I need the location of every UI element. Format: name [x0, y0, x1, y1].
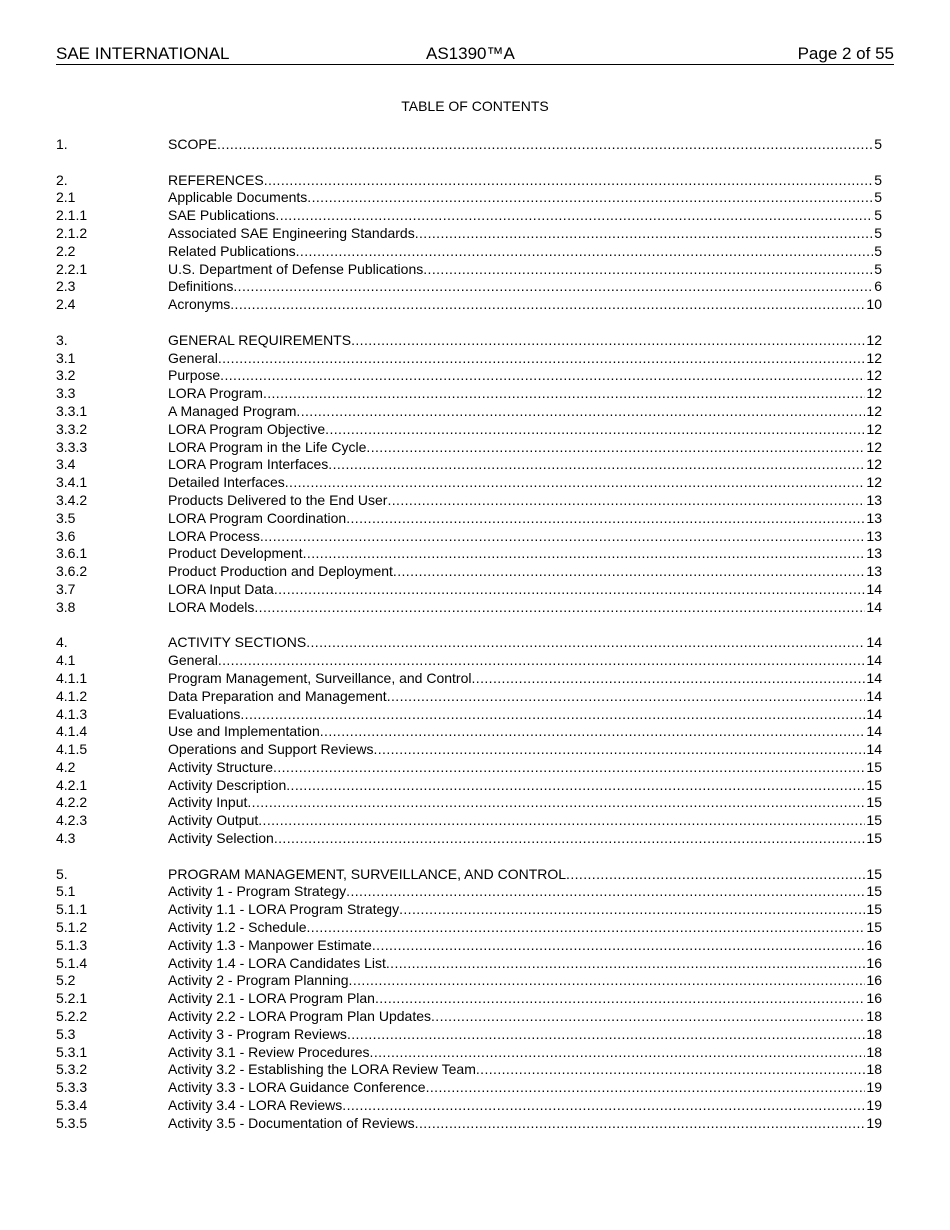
toc-entry[interactable]: [56, 937, 882, 955]
toc-entry-page: 13: [866, 491, 882, 508]
toc-entry-number: 3.3.3: [56, 438, 88, 455]
toc-entry-number: 4.2.1: [56, 776, 88, 793]
toc-section-group: [56, 136, 882, 154]
toc-entry-page: 15: [866, 776, 882, 793]
toc-entry-number: 3.6.1: [56, 545, 88, 562]
toc-entry[interactable]: [56, 403, 882, 421]
toc-entry-number: 4.1.2: [56, 687, 88, 704]
toc-entry[interactable]: [56, 670, 882, 688]
dot-leader: [220, 367, 865, 385]
dot-leader: [296, 243, 874, 261]
toc-entry-number: 2.4: [56, 296, 76, 313]
toc-entry-page: 12: [866, 385, 882, 402]
toc-entry-number: 5.3.5: [56, 1114, 88, 1131]
dot-leader: [218, 652, 866, 670]
toc-entry-page: 16: [866, 990, 882, 1007]
toc-entry[interactable]: [56, 474, 882, 492]
dot-leader: [254, 599, 865, 617]
toc-entry-title: SCOPE: [168, 136, 218, 152]
dot-leader: [258, 812, 865, 830]
toc-entry-title: Definitions: [168, 278, 234, 295]
toc-entry-title: Related Publications: [168, 242, 296, 259]
dot-leader: [240, 706, 865, 724]
toc-entry-title: REFERENCES: [168, 171, 264, 188]
toc-entry-number: 3.8: [56, 598, 76, 615]
dot-leader: [349, 972, 866, 990]
toc-entry-number: 5.2: [56, 972, 76, 989]
dot-leader: [307, 919, 866, 937]
toc-entry-number: 4.3: [56, 830, 76, 847]
toc-entry-title: Activity 3 - Program Reviews: [168, 1025, 347, 1042]
toc-entry[interactable]: [56, 759, 882, 777]
dot-leader: [347, 1026, 865, 1044]
dot-leader: [230, 296, 865, 314]
toc-entry[interactable]: [56, 652, 882, 670]
toc-entry[interactable]: [56, 439, 882, 457]
toc-entry-number: 3.3.2: [56, 420, 88, 437]
toc-entry[interactable]: [56, 492, 882, 510]
toc-entry-page: 5: [874, 260, 882, 277]
toc-entry-page: 13: [866, 563, 882, 580]
header-page-number: Page 2 of 55: [797, 44, 894, 63]
toc-entry-page: 13: [866, 527, 882, 544]
dot-leader: [217, 136, 873, 154]
toc-entry-page: 13: [866, 545, 882, 562]
toc-entry-page: 18: [866, 1008, 882, 1025]
toc-entry-number: 5.3.4: [56, 1097, 88, 1114]
toc-entry[interactable]: [56, 688, 882, 706]
toc-entry-page: 5: [874, 242, 882, 259]
toc-title: TABLE OF CONTENTS: [401, 98, 549, 114]
dot-leader: [375, 990, 865, 1008]
toc-entry-page: 15: [866, 865, 882, 882]
toc-entry-title: Data Preparation and Management: [168, 687, 387, 704]
toc-entry-number: 4.1.1: [56, 669, 88, 686]
toc-entry-title: Activity 2.1 - LORA Program Plan: [168, 990, 375, 1007]
toc-entry[interactable]: [56, 243, 882, 261]
toc-entry-title: Activity Structure: [168, 758, 274, 775]
toc-entry-number: 2.1: [56, 189, 76, 206]
dot-leader: [328, 456, 865, 474]
toc-entry-page: 5: [874, 171, 882, 188]
toc-entry[interactable]: [56, 545, 882, 563]
toc-entry-page: 15: [866, 919, 882, 936]
toc-entry-title: LORA Program in the Life Cycle: [168, 438, 367, 455]
toc-entry-page: 12: [866, 402, 882, 419]
dot-leader: [342, 1097, 865, 1115]
toc-entry-number: 5.3.2: [56, 1061, 88, 1078]
table-of-contents: [56, 136, 882, 1150]
toc-entry[interactable]: [56, 706, 882, 724]
toc-entry-number: 3.6: [56, 527, 76, 544]
toc-entry[interactable]: [56, 955, 882, 973]
toc-entry-title: LORA Input Data: [168, 580, 274, 597]
toc-entry[interactable]: [56, 296, 882, 314]
toc-entry-title: Detailed Interfaces: [168, 474, 285, 491]
toc-entry[interactable]: [56, 528, 882, 546]
toc-entry-page: 12: [866, 438, 882, 455]
dot-leader: [346, 883, 865, 901]
toc-entry[interactable]: [56, 189, 882, 207]
toc-entry-number: 2.: [56, 171, 68, 188]
toc-entry-title: ACTIVITY SECTIONS: [168, 634, 307, 651]
toc-entry-title: Product Development: [168, 545, 303, 562]
toc-entry[interactable]: [56, 1097, 882, 1115]
toc-entry-number: 5.2.1: [56, 990, 88, 1007]
header-organization: SAE INTERNATIONAL: [56, 44, 230, 63]
toc-entry-title: Activity 1.4 - LORA Candidates List: [168, 954, 386, 971]
toc-section-group: [56, 634, 882, 848]
toc-entry[interactable]: [56, 812, 882, 830]
toc-entry-number: 1.: [56, 136, 68, 152]
toc-entry-page: 18: [866, 1061, 882, 1078]
toc-entry-number: 3.: [56, 331, 68, 348]
toc-entry-number: 5.1.1: [56, 901, 88, 918]
toc-entry-number: 4.2.3: [56, 812, 88, 829]
toc-entry[interactable]: [56, 581, 882, 599]
toc-entry[interactable]: [56, 634, 882, 652]
dot-leader: [372, 937, 866, 955]
toc-entry-page: 15: [866, 901, 882, 918]
dot-leader: [274, 830, 866, 848]
dot-leader: [426, 1079, 866, 1097]
toc-entry-page: 5: [874, 136, 882, 152]
toc-entry[interactable]: [56, 972, 882, 990]
toc-entry[interactable]: [56, 261, 882, 279]
toc-entry-number: 2.1.1: [56, 207, 88, 224]
toc-entry-number: 5.: [56, 865, 68, 882]
toc-entry-page: 14: [866, 723, 882, 740]
toc-entry-number: 3.4.1: [56, 474, 88, 491]
toc-entry-number: 3.7: [56, 580, 76, 597]
toc-entry-title: Activity 3.1 - Review Procedures: [168, 1043, 370, 1060]
toc-entry-page: 14: [866, 687, 882, 704]
toc-entry[interactable]: [56, 172, 882, 190]
dot-leader: [307, 189, 873, 207]
toc-entry-title: Activity 2.2 - LORA Program Plan Updates: [168, 1008, 431, 1025]
dot-leader: [296, 403, 865, 421]
toc-entry-page: 16: [866, 972, 882, 989]
toc-entry-number: 5.3: [56, 1025, 76, 1042]
dot-leader: [346, 510, 865, 528]
dot-leader: [351, 332, 865, 350]
toc-entry-number: 2.2: [56, 242, 76, 259]
header-document-id: AS1390™A: [426, 44, 515, 63]
toc-entry-number: 5.1.3: [56, 936, 88, 953]
toc-entry-title: Evaluations: [168, 705, 241, 722]
toc-entry-number: 3.3.1: [56, 402, 88, 419]
toc-entry[interactable]: [56, 278, 882, 296]
dot-leader: [387, 492, 865, 510]
dot-leader: [320, 723, 866, 741]
toc-entry-page: 16: [866, 954, 882, 971]
toc-entry-page: 14: [866, 741, 882, 758]
toc-entry-page: 18: [866, 1043, 882, 1060]
toc-entry-page: 15: [866, 883, 882, 900]
toc-entry[interactable]: [56, 1044, 882, 1062]
toc-entry-page: 15: [866, 794, 882, 811]
toc-entry-title: Activity 1.3 - Manpower Estimate: [168, 936, 372, 953]
dot-leader: [387, 688, 866, 706]
toc-entry-title: LORA Program Coordination: [168, 509, 347, 526]
toc-entry[interactable]: [56, 919, 882, 937]
toc-entry-page: 12: [866, 331, 882, 348]
toc-entry-title: General: [168, 652, 218, 669]
toc-entry-page: 14: [866, 652, 882, 669]
toc-section-group: [56, 172, 882, 314]
toc-entry-number: 3.6.2: [56, 563, 88, 580]
toc-entry[interactable]: [56, 723, 882, 741]
dot-leader: [218, 350, 866, 368]
dot-leader: [566, 866, 865, 884]
toc-entry-page: 14: [866, 634, 882, 651]
toc-entry[interactable]: [56, 456, 882, 474]
toc-entry-title: Activity 3.2 - Establishing the LORA Review Team: [168, 1061, 476, 1078]
dot-leader: [285, 474, 866, 492]
toc-entry-title: Acronyms: [168, 296, 231, 313]
toc-entry-page: 16: [866, 936, 882, 953]
toc-entry-number: 4.: [56, 634, 68, 651]
toc-entry-page: 5: [874, 207, 882, 224]
dot-leader: [274, 581, 866, 599]
toc-entry[interactable]: [56, 207, 882, 225]
toc-entry-title: General: [168, 349, 218, 366]
toc-entry-title: A Managed Program: [168, 402, 297, 419]
dot-leader: [399, 901, 865, 919]
toc-entry-title: PROGRAM MANAGEMENT, SURVEILLANCE, AND CONTROL: [168, 865, 567, 882]
toc-entry-page: 19: [866, 1097, 882, 1114]
toc-entry-page: 5: [874, 189, 882, 206]
toc-entry-number: 2.1.2: [56, 224, 88, 241]
toc-entry-title: Operations and Support Reviews: [168, 741, 374, 758]
toc-entry-page: 15: [866, 830, 882, 847]
dot-leader: [273, 759, 865, 777]
toc-entry-number: 4.2: [56, 758, 76, 775]
dot-leader: [275, 207, 873, 225]
toc-entry-page: 18: [866, 1025, 882, 1042]
toc-entry-number: 4.2.2: [56, 794, 88, 811]
toc-entry-number: 3.3: [56, 385, 76, 402]
dot-leader: [325, 421, 865, 439]
toc-entry-number: 3.1: [56, 349, 76, 366]
toc-entry-page: 14: [866, 705, 882, 722]
toc-entry-number: 4.1.5: [56, 741, 88, 758]
toc-entry[interactable]: [56, 901, 882, 919]
toc-entry-title: LORA Program: [168, 385, 263, 402]
dot-leader: [263, 385, 865, 403]
toc-entry[interactable]: [56, 990, 882, 1008]
toc-entry-page: 12: [866, 349, 882, 366]
toc-entry[interactable]: [56, 830, 882, 848]
toc-entry-title: Activity 1.2 - Schedule: [168, 919, 307, 936]
toc-entry-title: Activity 3.5 - Documentation of Reviews: [168, 1114, 415, 1131]
toc-entry[interactable]: [56, 350, 882, 368]
toc-entry-page: 12: [866, 367, 882, 384]
toc-entry-title: Activity Output: [168, 812, 259, 829]
toc-entry[interactable]: [56, 1079, 882, 1097]
toc-entry-title: Products Delivered to the End User: [168, 491, 388, 508]
toc-entry-number: 5.1.4: [56, 954, 88, 971]
toc-entry-title: GENERAL REQUIREMENTS: [168, 331, 352, 348]
toc-entry-number: 4.1.3: [56, 705, 88, 722]
toc-entry-title: Activity 2 - Program Planning: [168, 972, 349, 989]
toc-entry-number: 5.3.3: [56, 1079, 88, 1096]
toc-entry-number: 4.1.4: [56, 723, 88, 740]
toc-entry-page: 12: [866, 474, 882, 491]
dot-leader: [264, 172, 874, 190]
toc-entry[interactable]: [56, 1026, 882, 1044]
toc-entry[interactable]: [56, 777, 882, 795]
toc-entry[interactable]: [56, 866, 882, 884]
dot-leader: [393, 563, 866, 581]
toc-entry-number: 5.3.1: [56, 1043, 88, 1060]
toc-entry-page: 13: [866, 509, 882, 526]
toc-entry[interactable]: [56, 794, 882, 812]
toc-entry-title: Activity 1.1 - LORA Program Strategy: [168, 901, 400, 918]
toc-entry-title: Activity 3.3 - LORA Guidance Conference: [168, 1079, 426, 1096]
toc-entry[interactable]: [56, 332, 882, 350]
dot-leader: [303, 545, 866, 563]
toc-entry-title: Associated SAE Engineering Standards: [168, 224, 415, 241]
toc-entry-title: Use and Implementation: [168, 723, 320, 740]
toc-section-group: [56, 332, 882, 617]
dot-leader: [476, 1061, 866, 1079]
toc-entry-title: Activity 3.4 - LORA Reviews: [168, 1097, 343, 1114]
toc-entry-title: LORA Program Interfaces: [168, 456, 329, 473]
toc-entry-title: Purpose: [168, 367, 221, 384]
toc-entry-page: 14: [866, 598, 882, 615]
toc-entry-page: 19: [866, 1114, 882, 1131]
toc-entry-page: 10: [866, 296, 882, 313]
toc-entry-page: 5: [874, 224, 882, 241]
toc-entry-number: 5.1.2: [56, 919, 88, 936]
dot-leader: [472, 670, 866, 688]
toc-entry-number: 2.2.1: [56, 260, 88, 277]
toc-entry[interactable]: [56, 421, 882, 439]
toc-entry-number: 2.3: [56, 278, 76, 295]
dot-leader: [431, 1008, 865, 1026]
toc-entry-page: 15: [866, 812, 882, 829]
toc-entry[interactable]: [56, 1008, 882, 1026]
toc-entry-page: 14: [866, 669, 882, 686]
toc-entry-title: Applicable Documents: [168, 189, 308, 206]
toc-entry[interactable]: [56, 385, 882, 403]
toc-entry-page: 15: [866, 758, 882, 775]
toc-entry-page: 12: [866, 456, 882, 473]
toc-entry-title: SAE Publications: [168, 207, 276, 224]
toc-entry-number: 4.1: [56, 652, 76, 669]
dot-leader: [366, 439, 865, 457]
toc-entry-page: 19: [866, 1079, 882, 1096]
toc-entry[interactable]: [56, 367, 882, 385]
toc-entry-number: 3.5: [56, 509, 76, 526]
toc-entry-title: Program Management, Surveillance, and Control: [168, 669, 472, 686]
toc-entry[interactable]: [56, 510, 882, 528]
toc-entry[interactable]: [56, 1115, 882, 1133]
toc-entry-number: 3.2: [56, 367, 76, 384]
toc-entry-page: 6: [874, 278, 882, 295]
dot-leader: [415, 225, 873, 243]
dot-leader: [286, 777, 865, 795]
toc-entry-page: 14: [866, 580, 882, 597]
toc-entry[interactable]: [56, 225, 882, 243]
dot-leader: [423, 261, 873, 279]
toc-entry-title: Product Production and Deployment: [168, 563, 393, 580]
dot-leader: [260, 528, 866, 546]
toc-entry-page: 12: [866, 420, 882, 437]
toc-entry-number: 3.4.2: [56, 491, 88, 508]
toc-entry[interactable]: [56, 599, 882, 617]
toc-entry-title: U.S. Department of Defense Publications: [168, 260, 424, 277]
dot-leader: [386, 955, 866, 973]
dot-leader: [373, 741, 865, 759]
toc-entry-number: 5.2.2: [56, 1008, 88, 1025]
toc-section-group: [56, 866, 882, 1133]
toc-entry[interactable]: [56, 136, 882, 154]
dot-leader: [233, 278, 873, 296]
toc-entry[interactable]: [56, 1061, 882, 1079]
toc-entry-title: LORA Program Objective: [168, 420, 326, 437]
toc-entry-title: LORA Models: [168, 598, 255, 615]
dot-leader: [247, 794, 865, 812]
toc-entry-title: Activity Input: [168, 794, 248, 811]
toc-entry[interactable]: [56, 741, 882, 759]
toc-entry-title: LORA Process: [168, 527, 260, 544]
toc-entry-title: Activity 1 - Program Strategy: [168, 883, 347, 900]
toc-entry-title: Activity Selection: [168, 830, 274, 847]
dot-leader: [415, 1115, 866, 1133]
page-header: [56, 44, 894, 65]
dot-leader: [370, 1044, 866, 1062]
toc-entry-number: 5.1: [56, 883, 76, 900]
toc-entry[interactable]: [56, 563, 882, 581]
toc-entry-title: Activity Description: [168, 776, 287, 793]
dot-leader: [306, 634, 865, 652]
toc-entry-number: 3.4: [56, 456, 76, 473]
toc-entry[interactable]: [56, 883, 882, 901]
